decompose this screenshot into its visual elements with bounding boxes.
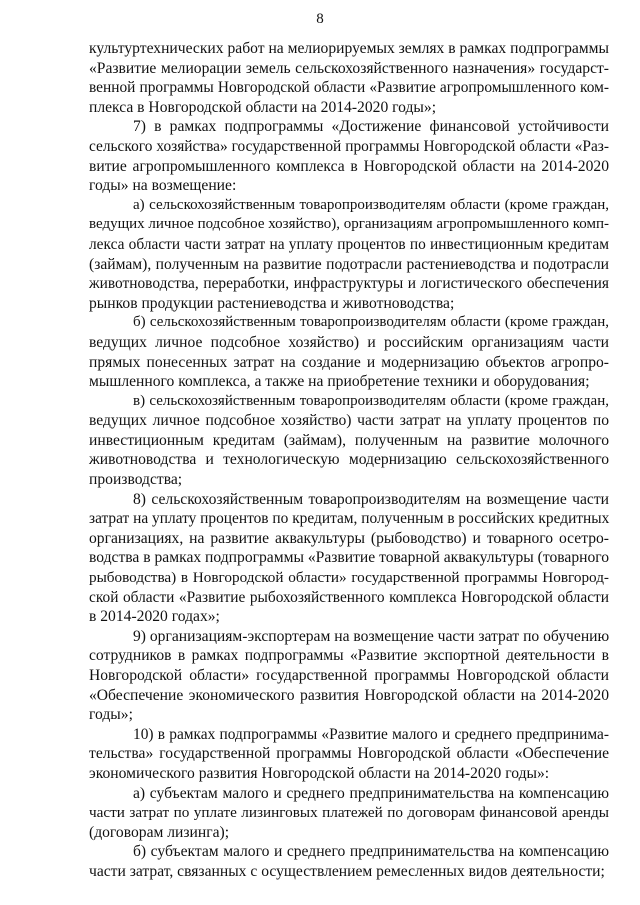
paragraph xyxy=(89,392,609,490)
text-line: сотрудников в рамках подпрограммы «Развитие экспортной деятельности в xyxy=(89,647,609,665)
text-line: водства в рамках подпрограммы «Развитие товарной аквакультуры (товарного xyxy=(89,549,610,567)
text-line: ской области «Развитие рыбохозяйственного комплекса Новгородской области xyxy=(89,588,609,606)
paragraph xyxy=(89,39,609,117)
text-line: производства; xyxy=(89,471,183,489)
paragraph xyxy=(89,784,609,843)
text-line: Новгородской области» государственной программы Новгородской области xyxy=(89,667,609,684)
paragraph xyxy=(89,117,609,195)
text-line: 10) в рамках подпрограммы «Развитие малого и среднего предпринима- xyxy=(133,725,609,743)
text-line: животноводства, переработки, инфраструктуры и логистического обеспечения xyxy=(89,275,609,293)
text-line: «Обеспечение экономического развития Новгородской области на 2014-2020 xyxy=(89,686,609,704)
paragraph xyxy=(89,196,609,314)
text-line: 7) в рамках подпрограммы «Достижение финансовой устойчивости xyxy=(133,118,609,136)
text-line: ведущих личное подсобное хозяйство) части затрат на уплату процентов по xyxy=(89,412,609,430)
text-line: б) субъектам малого и среднего предпринимательства на компенсацию xyxy=(133,843,609,861)
document-body xyxy=(89,39,609,882)
text-line: 8) сельскохозяйственным товаропроизводителям на возмещение части xyxy=(133,490,609,508)
paragraph xyxy=(89,725,609,784)
paragraph xyxy=(89,627,609,725)
text-line: витие агропромышленного комплекса в Новгородской области на 2014-2020 xyxy=(89,157,609,175)
text-line: затрат на уплату процентов по кредитам, полученным в российских кредитных xyxy=(89,510,610,528)
text-line: рыбоводства) в Новгородской области» государственной программы Новгород- xyxy=(89,569,609,587)
text-line: рынков продукции растениеводства и животноводства; xyxy=(89,294,455,312)
text-line: животноводства и технологическую модернизацию сельскохозяйственного xyxy=(89,451,609,469)
paragraph xyxy=(89,842,609,881)
text-line: сельского хозяйства» государственной программы Новгородской области «Раз- xyxy=(89,137,609,155)
text-line: части затрат по уплате лизинговых платежей по договорам финансовой аренды xyxy=(89,804,609,822)
text-line: тельства» государственной программы Новгородской области «Обеспечение xyxy=(89,745,609,763)
text-line: инвестиционным кредитам (займам), полученным на развитие молочного xyxy=(89,431,609,449)
text-line: а) сельскохозяйственным товаропроизводителям области (кроме граждан, xyxy=(133,196,609,213)
text-line: (договорам лизинга); xyxy=(89,823,230,841)
text-line: прямых понесенных затрат на создание и модернизацию объектов агропро- xyxy=(89,353,609,371)
text-line: годы» на возмещение: xyxy=(89,177,237,195)
text-line: ведущих личное подсобное хозяйство) и российским организациям части xyxy=(89,333,609,351)
text-line: а) субъектам малого и среднего предпринимательства на компенсацию xyxy=(133,784,609,802)
paragraph xyxy=(89,490,609,627)
page-number: 8 xyxy=(316,11,324,27)
text-line: ведущих личное подсобное хозяйство), организациям агропромышленного комп- xyxy=(89,216,609,233)
text-line: лекса области части затрат на уплату процентов по инвестиционным кредитам xyxy=(89,235,609,253)
text-line: венной программы Новгородской области «Развитие агропромышленного ком- xyxy=(89,79,609,97)
text-line: мышленного комплекса, а также на приобретение техники и оборудования; xyxy=(89,373,590,391)
paragraph xyxy=(89,313,609,391)
text-line: части затрат, связанных с осуществлением ремесленных видов деятельности; xyxy=(89,862,605,880)
text-line: организациях, на развитие аквакультуры (рыбоводство) и товарного осетро- xyxy=(89,529,609,547)
text-line: экономического развития Новгородской области на 2014-2020 годы»: xyxy=(89,764,550,782)
text-line: (займам), полученным на развитие подотрасли растениеводства и подотрасли xyxy=(89,255,609,273)
text-line: «Развитие мелиорации земель сельскохозяйственного назначения» государст- xyxy=(89,59,609,77)
text-line: культуртехнических работ на мелиорируемых землях в рамках подпрограммы xyxy=(89,40,609,57)
text-line: плекса в Новгородской области на 2014-2020 годы»; xyxy=(89,98,437,116)
text-line: годы»; xyxy=(89,706,133,724)
text-line: в 2014-2020 годах»; xyxy=(89,608,220,626)
text-line: б) сельскохозяйственным товаропроизводителям области (кроме граждан, xyxy=(133,314,609,331)
text-line: в) сельскохозяйственным товаропроизводителям области (кроме граждан, xyxy=(133,392,609,409)
text-line: 9) организациям-экспортерам на возмещение части затрат по обучению xyxy=(133,627,610,645)
